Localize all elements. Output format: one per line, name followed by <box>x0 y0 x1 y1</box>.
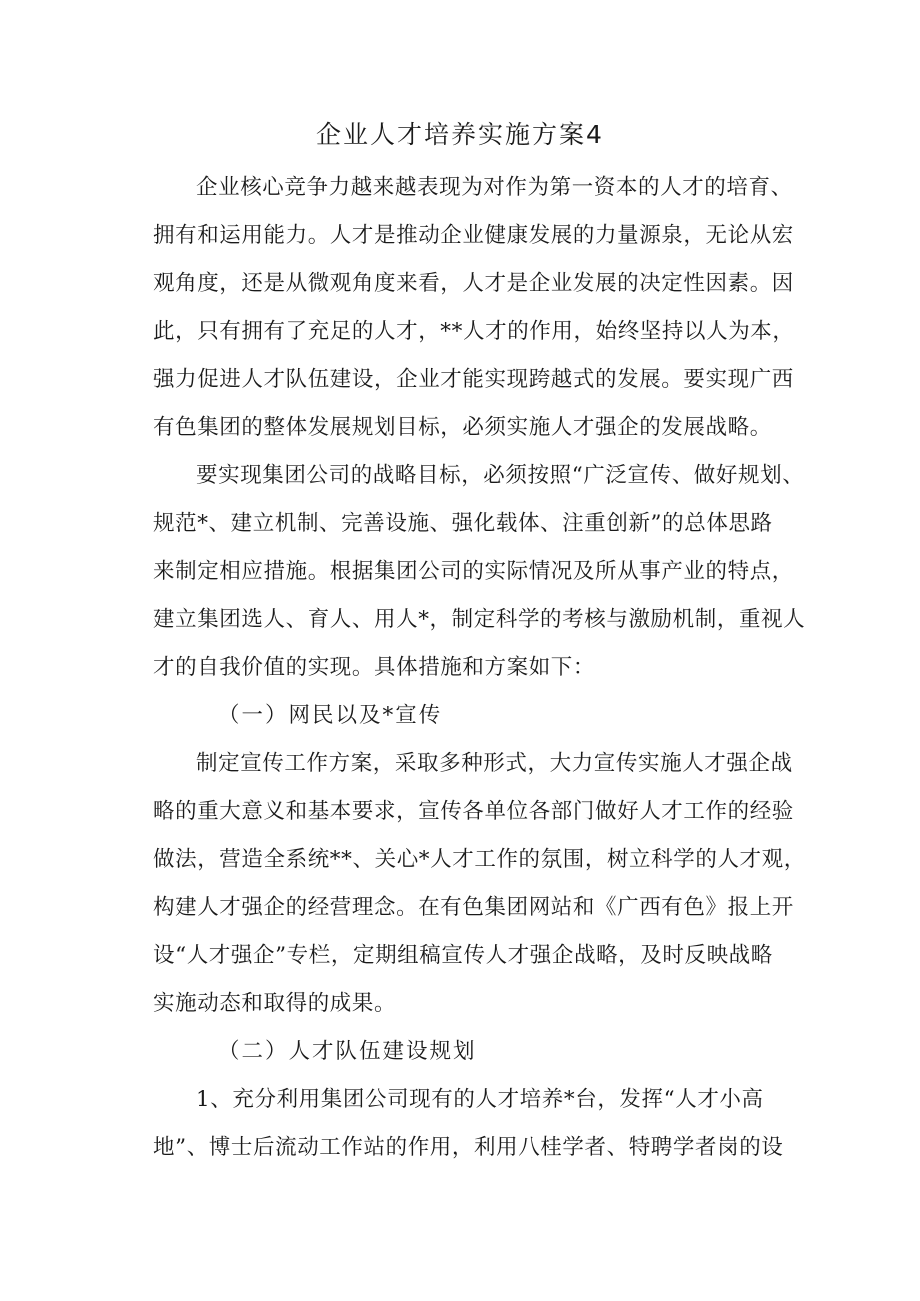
paragraph-3-line-1: 制定宣传工作方案，采取多种形式，大力宣传实施人才强企战 <box>196 751 793 776</box>
paragraph-3-line-6: 实施动态和取得的成果。 <box>153 991 397 1016</box>
paragraph-3-line-5: 设“人才强企”专栏，定期组稿宣传人才强企战略，及时反映战略 <box>153 943 773 968</box>
section-heading-2: （二）人才队伍建设规划 <box>218 1039 477 1064</box>
paragraph-4-line-2: 地”、博士后流动工作站的作用，利用八桂学者、特聘学者岗的设 <box>153 1135 784 1160</box>
paragraph-1-line-6: 有色集团的整体发展规划目标，必须实施人才强企的发展战略。 <box>153 415 772 440</box>
paragraph-2-line-1: 要实现集团公司的战略目标，必须按照“广泛宣传、做好规划、 <box>196 463 805 488</box>
paragraph-3-line-4: 构建人才强企的经营理念。在有色集团网站和《广西有色》报上开 <box>153 895 794 920</box>
paragraph-2-line-5: 才的自我价值的实现。具体措施和方案如下： <box>153 655 596 680</box>
paragraph-4-line-1: 1、充分利用集团公司现有的人才培养*台，发挥“人才小高 <box>196 1087 764 1112</box>
paragraph-1-line-5: 强力促进人才队伍建设，企业才能实现跨越式的发展。要实现广西 <box>153 367 794 392</box>
paragraph-2-line-2: 规范*、建立机制、完善设施、强化载体、注重创新”的总体思路 <box>153 511 773 536</box>
paragraph-3-line-2: 略的重大意义和基本要求，宣传各单位各部门做好人才工作的经验 <box>153 799 794 824</box>
paragraph-1-line-1: 企业核心竞争力越来越表现为对作为第一资本的人才的培育、 <box>196 175 793 200</box>
paragraph-3-line-3: 做法，营造全系统**、关心*人才工作的氛围，树立科学的人才观， <box>153 847 806 872</box>
paragraph-2-line-3: 来制定相应措施。根据集团公司的实际情况及所从事产业的特点， <box>153 559 794 584</box>
document-title: 企业人才培养实施方案4 <box>316 120 604 149</box>
paragraph-1-line-4: 此，只有拥有了充足的人才，**人才的作用，始终坚持以人为本， <box>153 319 795 344</box>
paragraph-1-line-2: 拥有和运用能力。人才是推动企业健康发展的力量源泉，无论从宏 <box>153 223 794 248</box>
paragraph-2-line-4: 建立集团选人、育人、用人*，制定科学的考核与激励机制，重视人 <box>153 607 806 632</box>
section-heading-1: （一）网民以及*宣传 <box>218 703 443 728</box>
paragraph-1-line-3: 观角度，还是从微观角度来看，人才是企业发展的决定性因素。因 <box>153 271 794 296</box>
